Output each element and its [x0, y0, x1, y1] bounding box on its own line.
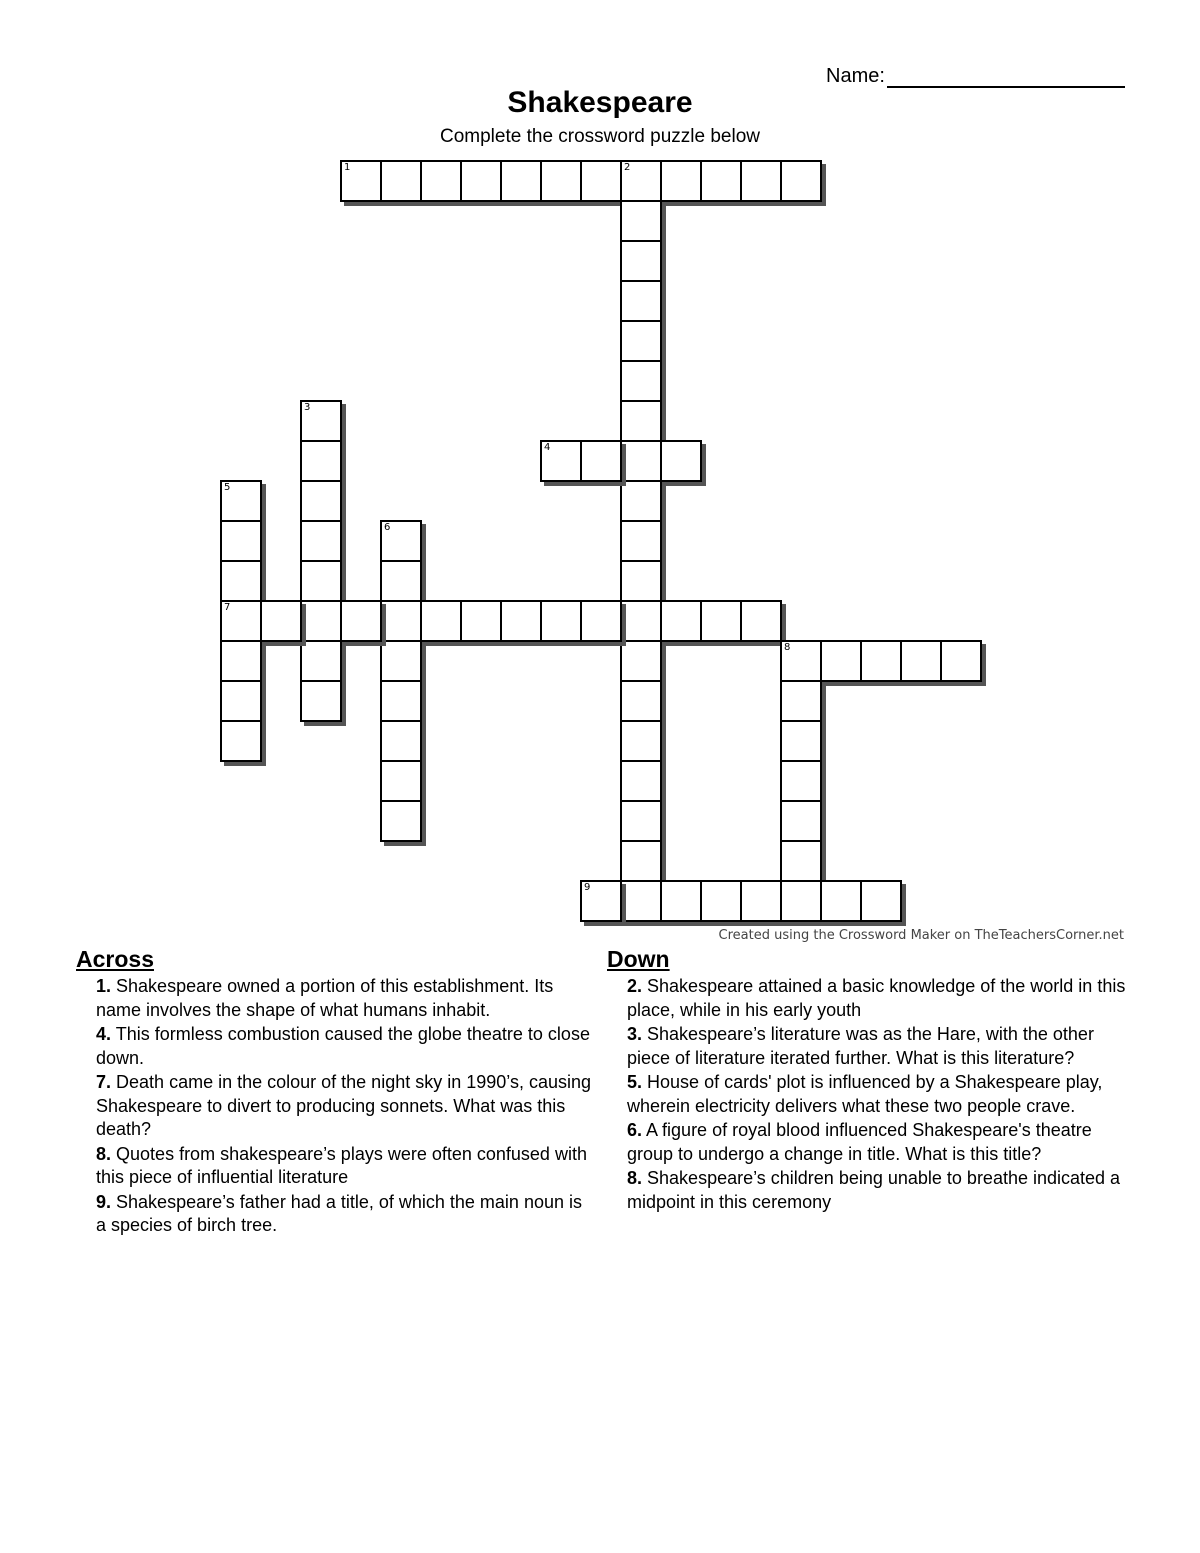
- grid-cell[interactable]: [780, 640, 822, 682]
- clue-across-8: [96, 1143, 596, 1190]
- clue-number: 6.: [627, 1120, 643, 1140]
- cell-number: 9: [584, 882, 591, 893]
- grid-cell[interactable]: [660, 600, 702, 642]
- page-title: Shakespeare: [507, 86, 693, 119]
- grid-cell[interactable]: [580, 880, 622, 922]
- grid-cell[interactable]: [580, 160, 622, 202]
- grid-cell[interactable]: [620, 720, 662, 762]
- grid-cell[interactable]: [820, 880, 862, 922]
- cell-number: 1: [344, 162, 351, 173]
- clue-number: 8.: [96, 1143, 112, 1164]
- grid-cell[interactable]: [420, 160, 462, 202]
- grid-cell[interactable]: [740, 880, 782, 922]
- grid-cell[interactable]: [500, 600, 542, 642]
- grid-cell[interactable]: [620, 240, 662, 282]
- grid-cell[interactable]: [380, 800, 422, 842]
- grid-cell[interactable]: [300, 520, 342, 562]
- grid-cell[interactable]: [420, 600, 462, 642]
- grid-cell[interactable]: [220, 640, 262, 682]
- grid-cell[interactable]: [300, 480, 342, 522]
- clue-text: Shakespeare’s father had a title, of which the main noun is a species of birch tree.: [96, 1191, 582, 1235]
- grid-cell[interactable]: [340, 600, 382, 642]
- grid-cell[interactable]: [740, 600, 782, 642]
- grid-cell[interactable]: [620, 200, 662, 242]
- grid-cell[interactable]: [220, 720, 262, 762]
- grid-cell[interactable]: [380, 560, 422, 602]
- clue-text: Shakespeare attained a basic knowledge of the world in this place, while in his early youth: [627, 976, 1126, 1020]
- grid-cell[interactable]: [620, 880, 662, 922]
- clue-text: House of cards' plot is influenced by a Shakespeare play, wherein electricity delivers what these two people crave.: [627, 1072, 1103, 1116]
- clue-across-9: [96, 1191, 596, 1238]
- clue-text: A figure of royal blood influenced Shakespeare's theatre group to undergo a change in title. What is this title?: [627, 1120, 1092, 1164]
- clue-number: 2.: [627, 976, 643, 996]
- grid-cell[interactable]: [620, 440, 662, 482]
- clue-down-8: [627, 1167, 1127, 1214]
- grid-cell[interactable]: [620, 800, 662, 842]
- grid-cell[interactable]: [300, 560, 342, 602]
- cell-number: 8: [784, 642, 791, 653]
- grid-cell[interactable]: [700, 600, 742, 642]
- grid-cell[interactable]: [380, 640, 422, 682]
- clue-number: 3.: [627, 1024, 643, 1044]
- grid-cell[interactable]: [300, 440, 342, 482]
- cell-number: 3: [304, 402, 311, 413]
- clue-down-2: [627, 975, 1127, 1022]
- grid-cell[interactable]: [620, 280, 662, 322]
- grid-cell[interactable]: [620, 640, 662, 682]
- grid-cell[interactable]: [220, 520, 262, 562]
- grid-cell[interactable]: [380, 600, 422, 642]
- grid-cell[interactable]: [220, 680, 262, 722]
- cell-number: 5: [224, 482, 231, 493]
- grid-cell[interactable]: [700, 160, 742, 202]
- grid-cell[interactable]: [220, 480, 262, 522]
- cell-number: 7: [224, 602, 231, 613]
- grid-cell[interactable]: [740, 160, 782, 202]
- grid-cell[interactable]: [620, 520, 662, 562]
- clue-text: Shakespeare owned a portion of this establishment. Its name involves the shape of what humans inhabit.: [96, 976, 554, 1020]
- clue-number: 4.: [96, 1024, 112, 1044]
- cell-number: 2: [624, 162, 631, 173]
- cell-number: 6: [384, 522, 391, 533]
- grid-cell[interactable]: [780, 880, 822, 922]
- clue-number: 9.: [96, 1191, 112, 1212]
- grid-cell[interactable]: [260, 600, 302, 642]
- grid-cell[interactable]: [300, 640, 342, 682]
- grid-cell[interactable]: [620, 160, 662, 202]
- clue-number: 5.: [627, 1072, 643, 1092]
- grid-cell[interactable]: [780, 760, 822, 802]
- grid-cell[interactable]: [620, 320, 662, 362]
- clue-text: This formless combustion caused the globe theatre to close down.: [96, 1024, 590, 1068]
- grid-cell[interactable]: [380, 760, 422, 802]
- grid-cell[interactable]: [660, 440, 702, 482]
- credit-text: Created using the Crossword Maker on TheTeachersCorner.net: [718, 928, 1124, 943]
- grid-cell[interactable]: [380, 520, 422, 562]
- grid-cell[interactable]: [940, 640, 982, 682]
- grid-cell[interactable]: [620, 560, 662, 602]
- grid-cell[interactable]: [620, 600, 662, 642]
- grid-cell[interactable]: [620, 480, 662, 522]
- grid-cell[interactable]: [860, 640, 902, 682]
- grid-cell[interactable]: [220, 560, 262, 602]
- grid-cell[interactable]: [540, 600, 582, 642]
- grid-cell[interactable]: [340, 160, 382, 202]
- clue-down-6: [627, 1119, 1127, 1166]
- clue-across-1: [96, 975, 596, 1022]
- grid-cell[interactable]: [620, 360, 662, 402]
- clue-across-4: [96, 1023, 596, 1070]
- grid-cell[interactable]: [860, 880, 902, 922]
- clue-number: 8.: [627, 1168, 643, 1188]
- grid-cell[interactable]: [780, 720, 822, 762]
- grid-cell[interactable]: [540, 440, 582, 482]
- grid-cell[interactable]: [780, 160, 822, 202]
- grid-cell[interactable]: [460, 160, 502, 202]
- clue-text: Shakespeare’s literature was as the Hare, with the other piece of literature iterated further. What is this literature?: [627, 1024, 1094, 1068]
- grid-cell[interactable]: [620, 400, 662, 442]
- grid-cell[interactable]: [380, 680, 422, 722]
- grid-cell[interactable]: [580, 600, 622, 642]
- cell-number: 4: [544, 442, 551, 453]
- clue-number: 7.: [96, 1072, 112, 1092]
- grid-cell[interactable]: [660, 880, 702, 922]
- grid-cell[interactable]: [220, 600, 262, 642]
- down-heading: Down: [607, 946, 670, 972]
- grid-cell[interactable]: [300, 600, 342, 642]
- name-label: Name:: [826, 65, 885, 87]
- across-heading: Across: [76, 946, 154, 972]
- clue-down-3: [627, 1023, 1127, 1070]
- down-clues: [607, 946, 1127, 1215]
- clue-text: Death came in the colour of the night sky in 1990’s, causing Shakespeare to divert to producing sonnets. What was this death?: [96, 1072, 591, 1139]
- grid-cell[interactable]: [620, 760, 662, 802]
- grid-cell[interactable]: [620, 840, 662, 882]
- clue-text: Quotes from shakespeare’s plays were often confused with this piece of influential literature: [96, 1143, 587, 1187]
- page-subtitle: Complete the crossword puzzle below: [440, 126, 760, 147]
- grid-cell[interactable]: [780, 680, 822, 722]
- clue-number: 1.: [96, 976, 112, 996]
- across-clues: [76, 946, 596, 1239]
- grid-cell[interactable]: [820, 640, 862, 682]
- grid-cell[interactable]: [900, 640, 942, 682]
- grid-cell[interactable]: [300, 680, 342, 722]
- grid-cell[interactable]: [780, 840, 822, 882]
- clue-across-7: [96, 1071, 596, 1142]
- clue-down-5: [627, 1071, 1127, 1118]
- grid-cell[interactable]: [540, 160, 582, 202]
- grid-cell[interactable]: [700, 880, 742, 922]
- grid-cell[interactable]: [500, 160, 542, 202]
- grid-cell[interactable]: [580, 440, 622, 482]
- grid-cell[interactable]: [300, 400, 342, 442]
- grid-cell[interactable]: [380, 720, 422, 762]
- clue-text: Shakespeare’s children being unable to breathe indicated a midpoint in this ceremony: [627, 1168, 1121, 1212]
- grid-cell[interactable]: [780, 800, 822, 842]
- grid-cell[interactable]: [620, 680, 662, 722]
- grid-cell[interactable]: [660, 160, 702, 202]
- grid-cell[interactable]: [460, 600, 502, 642]
- grid-cell[interactable]: [380, 160, 422, 202]
